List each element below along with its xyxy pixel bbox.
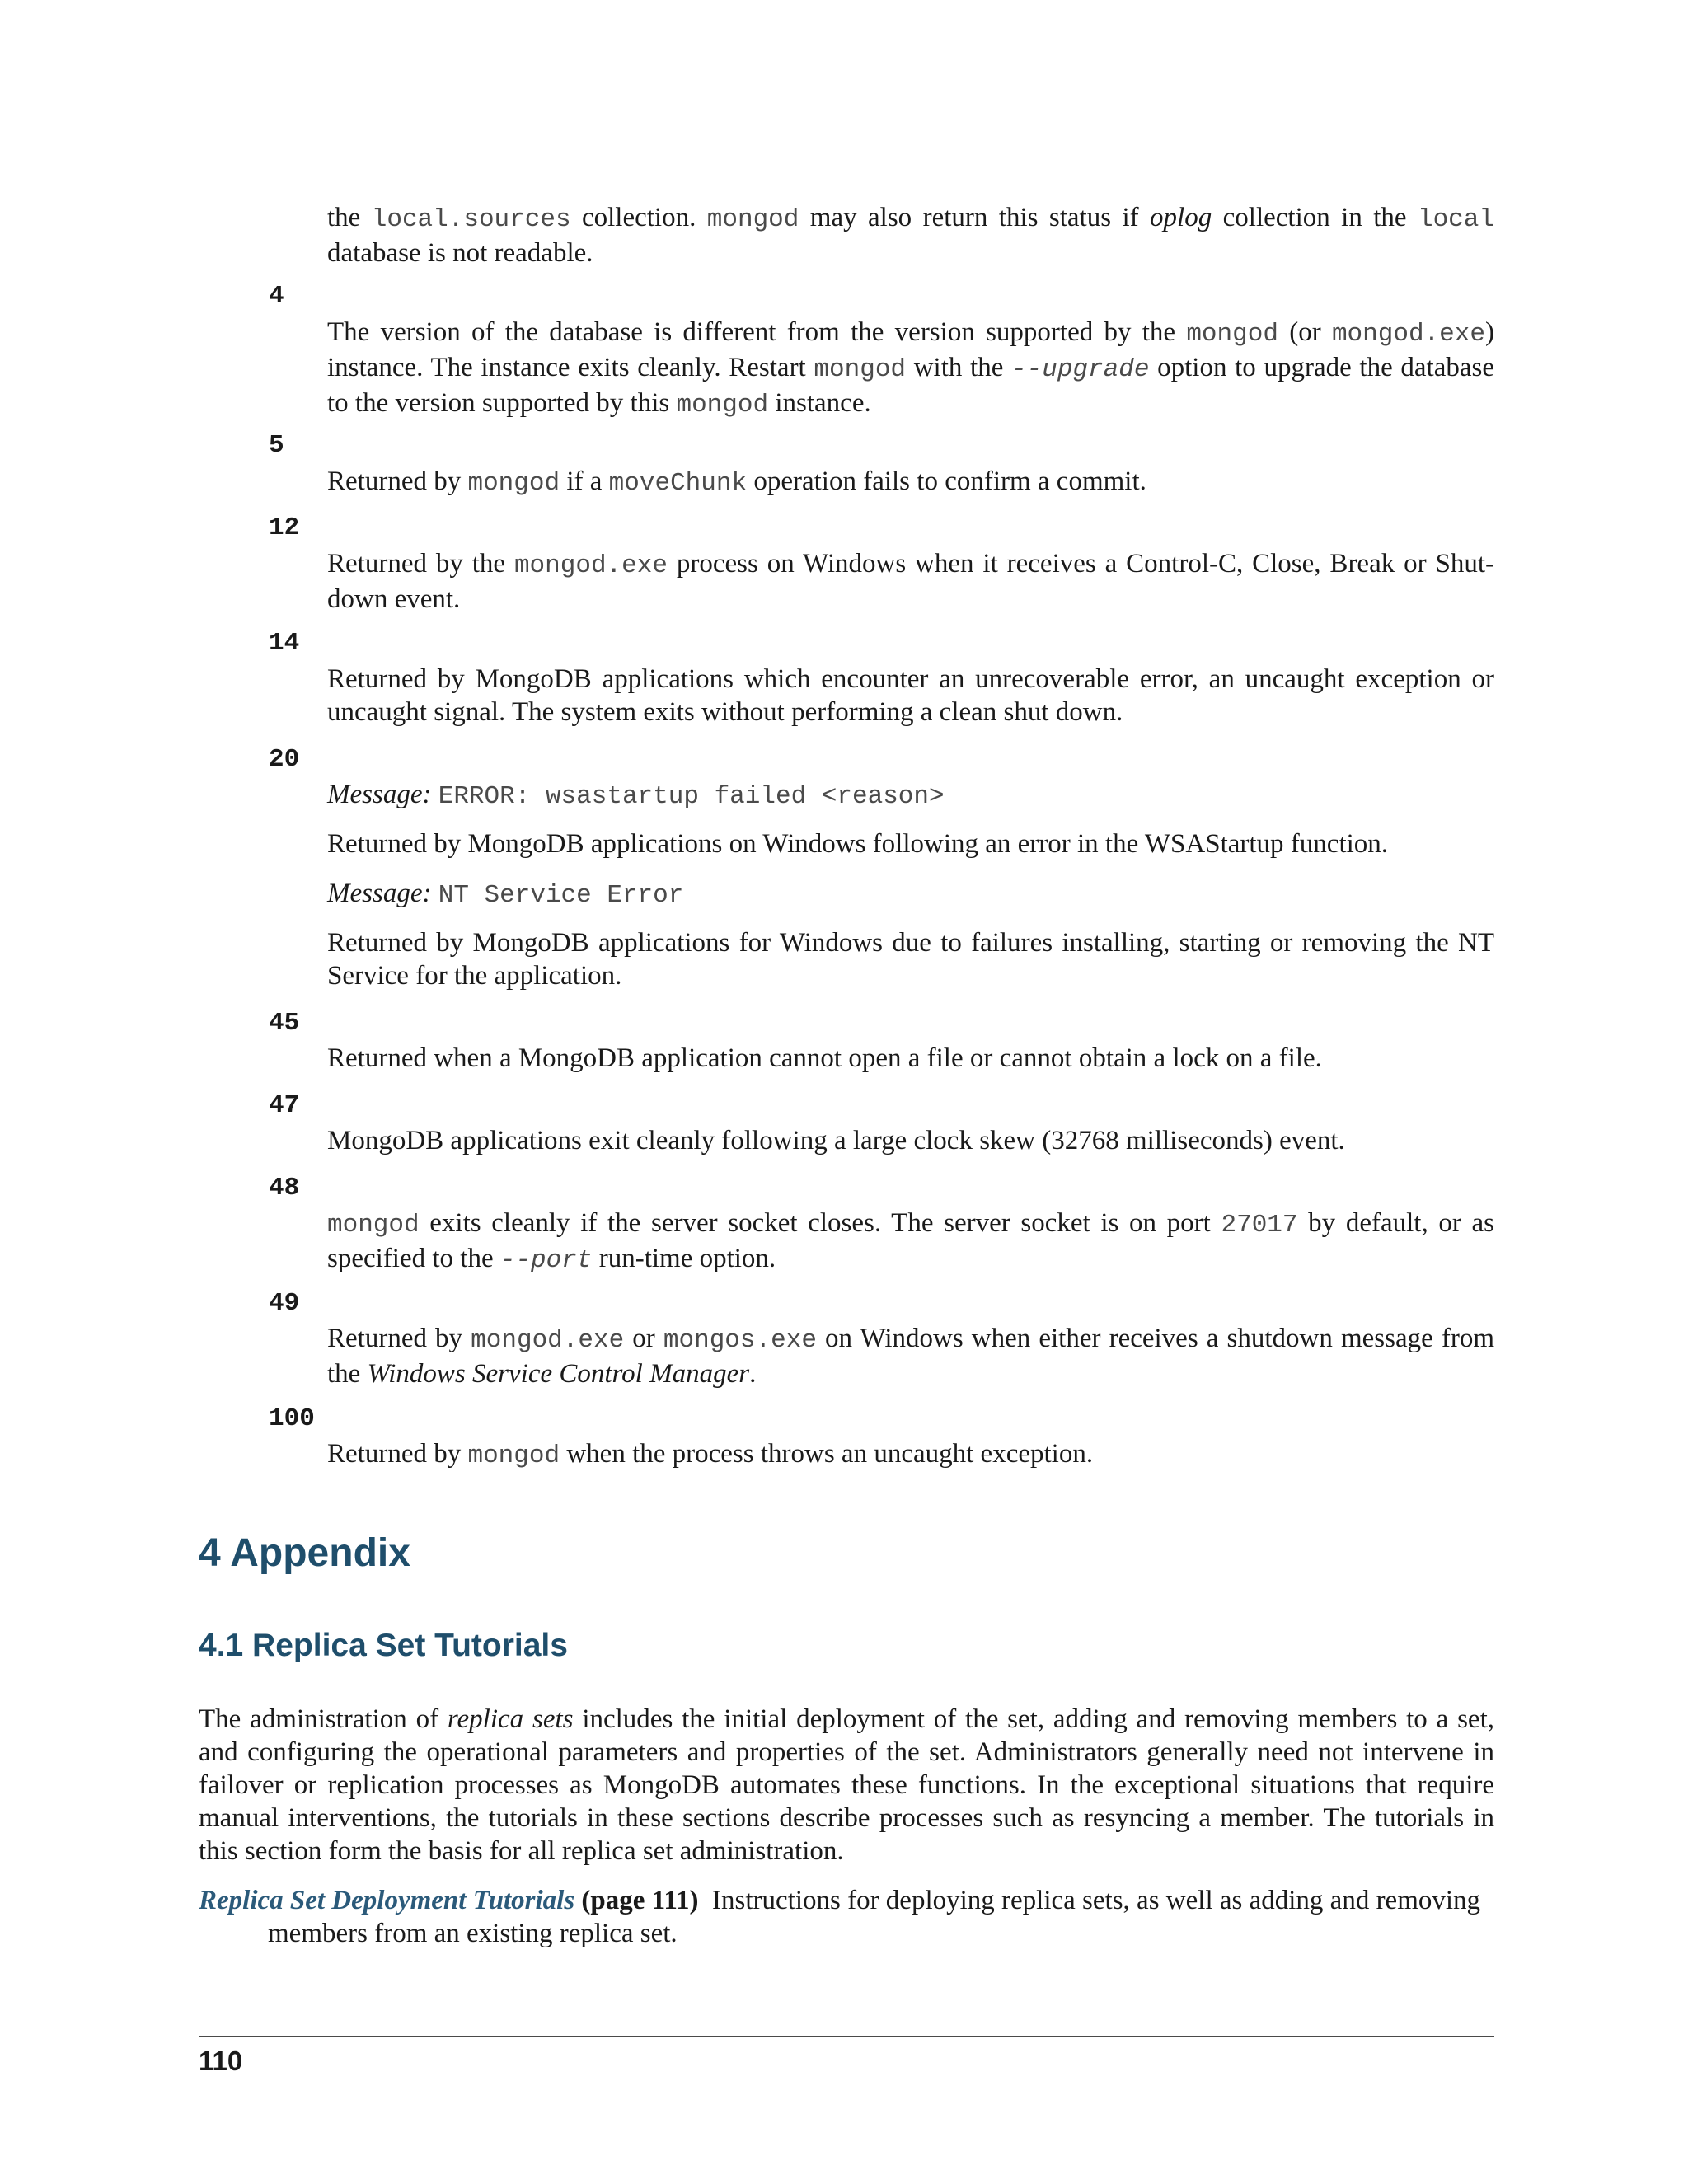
port-option: --port: [499, 1246, 593, 1275]
exit-code-5: 5: [269, 431, 284, 460]
page-reference: (page 111): [581, 1886, 699, 1915]
exit-code-12-description: Returned by the mongod.exe process on Windows when it receives a Control-C, Close, Break or Shut-down event.: [327, 549, 1494, 614]
exit-code-47: 47: [269, 1091, 300, 1120]
subsection-heading-replica-set-tutorials: 4.1 Replica Set Tutorials: [199, 1628, 568, 1663]
code-mongod: mongod: [706, 205, 799, 234]
exit-code-20-message-1: Message: ERROR: wsastartup failed <reason>: [327, 780, 945, 811]
tutorial-definition-entry: Replica Set Deployment Tutorials (page 111) Instructions for deploying replica sets, as well as adding and removing members from an existing replica set.: [199, 1884, 1494, 1950]
upgrade-option: --upgrade: [1011, 355, 1150, 384]
oplog-term: oplog: [1150, 203, 1212, 232]
exit-code-20-description-2: Returned by MongoDB applications for Windows due to failures installing, starting or removing the NT Service for the application.: [327, 928, 1494, 991]
replica-set-deployment-tutorials-link[interactable]: Replica Set Deployment Tutorials: [199, 1886, 575, 1915]
continuation-paragraph: the local.sources collection. mongod may also return this status if oplog collection in the local database is not readable.: [327, 203, 1494, 268]
exit-code-100: 100: [269, 1404, 315, 1433]
exit-code-20-message-2: Message: NT Service Error: [327, 879, 684, 910]
footer-rule: [199, 2036, 1494, 2037]
exit-code-100-description: Returned by mongod when the process throws an uncaught exception.: [327, 1439, 1094, 1470]
appendix-intro-paragraph: The administration of replica sets includes the initial deployment of the set, adding and removing members to a set, and configuring the operational parameters and properties of the set. Administrators generally need not intervene in failover or replication processes as MongoDB automates these functions. In the exceptional situations that require manual interventions, the tutorials in these sections describe processes such as resyncing a member. The tutorials in this section form the basis for all replica set administration.: [199, 1704, 1494, 1866]
exit-code-49-description: Returned by mongod.exe or mongos.exe on Windows when either receives a shutdown message from the Windows Service Control Manager.: [327, 1324, 1494, 1389]
exit-code-4: 4: [269, 282, 284, 311]
section-heading-appendix: 4 Appendix: [199, 1531, 410, 1575]
code-local: local: [1417, 205, 1494, 234]
exit-code-20: 20: [269, 745, 300, 774]
tutorial-definition-continuation: members from an existing replica set.: [268, 1919, 678, 1948]
exit-code-47-description: MongoDB applications exit cleanly following a large clock skew (32768 milliseconds) event.: [327, 1126, 1345, 1155]
exit-code-14: 14: [269, 629, 300, 658]
replica-sets-term: replica sets: [447, 1704, 574, 1734]
page-number: 110: [199, 2046, 243, 2076]
exit-code-12: 12: [269, 513, 300, 542]
exit-code-48-description: mongod exits cleanly if the server socket closes. The server socket is on port 27017 by default, or as specified to the --port run-time option.: [327, 1208, 1494, 1275]
exit-code-45-description: Returned when a MongoDB application cannot open a file or cannot obtain a lock on a file.: [327, 1043, 1322, 1073]
exit-code-5-description: Returned by mongod if a moveChunk operation fails to confirm a commit.: [327, 466, 1146, 498]
exit-code-14-description: Returned by MongoDB applications which encounter an unrecoverable error, an uncaught exception or uncaught signal. The system exits without performing a clean shut down.: [327, 664, 1494, 727]
exit-code-48: 48: [269, 1174, 300, 1202]
exit-code-4-description: The version of the database is different from the version supported by the mongod (or mongod.exe) instance. The instance exits cleanly. Restart mongod with the --upgrade option to upgrade the database to the version supported by this mongod instance.: [327, 317, 1495, 419]
code-local-sources: local.sources: [371, 205, 571, 234]
exit-code-45: 45: [269, 1009, 300, 1038]
exit-code-20-description-1: Returned by MongoDB applications on Windows following an error in the WSAStartup function.: [327, 829, 1389, 859]
exit-code-49: 49: [269, 1289, 300, 1318]
